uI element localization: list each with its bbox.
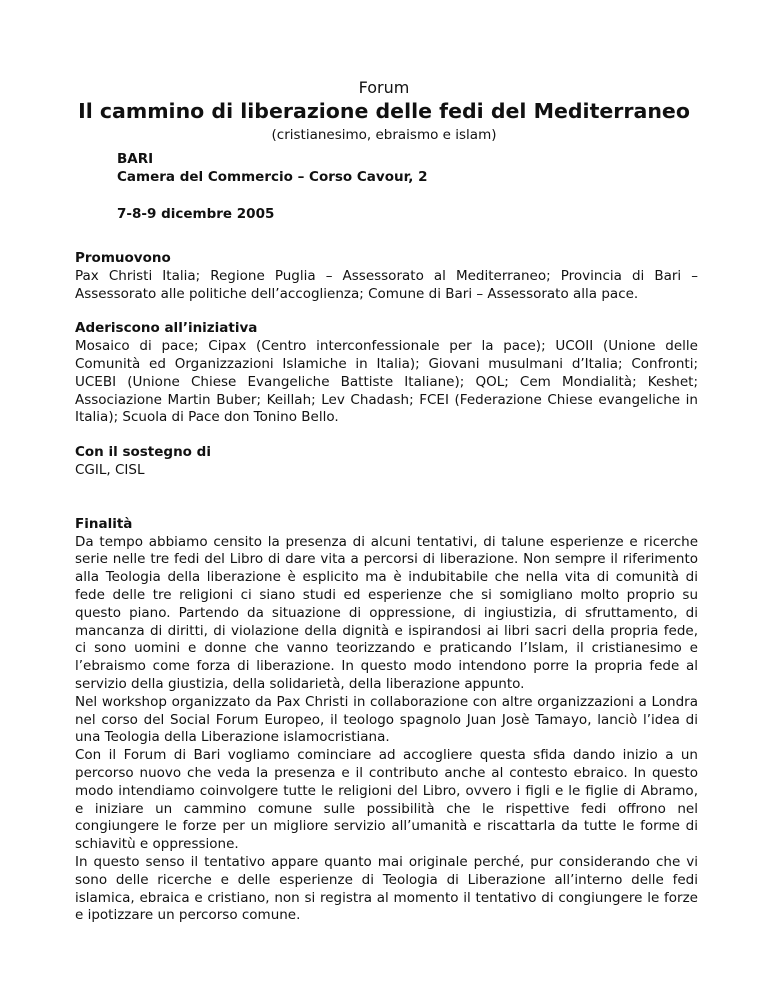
paragraph: Nel workshop organizzato da Pax Christi in collaborazione con altre organizzazioni a Londra nel corso del Social Forum Europeo, il teologo spagnolo Juan Josè Tamayo, lanciò l’idea di una Teologia della Liberazione islamocristiana. (75, 693, 698, 746)
section-text: CGIL, CISL (75, 461, 145, 478)
paragraph: Da tempo abbiamo censito la presenza di alcuni tentativi, di talune esperienze e ricerche serie nelle tre fedi del Libro di dare vita a percorsi di liberazione. Non sempre il riferimento alla Teologia della liberazione è esplicito ma è indubitabile che nella vita di comunità di fede delle tre religioni ci siano studi ed esperienze che si somigliano molto proprio su questo piano. Partendo da situazione di oppressione, di ingiustizia, di sfruttamento, di mancanza di diritti, di violazione della dignità e ispirandosi ai libri sacri della propria fede, ci sono uomini e donne che vanno teorizzando e praticando l’Islam, il cristianesimo e l’ebraismo come forza di liberazione. In questo modo intendono porre la propria fede al servizio della giustizia, della solidarietà, della liberazione appunto. (75, 533, 698, 692)
section-promuovono (75, 250, 698, 303)
section-heading: Finalità (75, 515, 133, 532)
page-title: Il cammino di liberazione delle fedi del Mediterraneo (78, 99, 690, 123)
section-heading: Aderiscono all’iniziativa (75, 320, 258, 337)
section-heading: Promuovono (75, 250, 171, 266)
section-sostegno (75, 444, 698, 480)
section-text: Mosaico di pace; Cipax (Centro interconfessionale per la pace); UCOII (Unione delle Comunità ed Organizzazioni Islamiche in Italia); Giovani musulmani d’Italia; Confronti; UCEBI (Unione Chiese Evangeliche Battiste Italiane); QOL; Cem Mondialità; Keshet; Associazione Martin Buber; Keillah; Lev Chadash; FCEI (Federazione Chiese evangeliche in Italia); Scuola di Pace don Tonino Bello. (75, 338, 698, 426)
venue-city: BARI (117, 151, 154, 167)
section-text: Pax Christi Italia; Regione Puglia – Assessorato al Mediterraneo; Provincia di Bari – Assessorato alle politiche dell’accoglienza; Comune di Bari – Assessorato alla pace. (75, 267, 698, 302)
section-aderiscono (75, 320, 698, 427)
paragraph: In questo senso il tentativo appare quanto mai originale perché, pur considerando che vi sono delle ricerche e delle esperienze di Teologia di Liberazione all’interno delle fedi islamica, ebraica e cristiano, non si registra al momento il tentativo di congiungere le forze e ipotizzare un percorso comune. (75, 853, 698, 924)
document-header (0, 78, 768, 144)
paragraph: Con il Forum di Bari vogliamo cominciare ad accogliere questa sfida dando inizio a un percorso nuovo che veda la presenza e il contributo anche al contesto ebraico. In questo modo intendiamo coinvolgere tutte le religioni del Libro, ovvero i figli e le figlie di Abramo, e iniziare un cammino comune sulle possibilità che le rispettive fedi offrono nel congiungere le forze per un migliore servizio all’umanità e riscattarla da tutte le forme di schiavitù e oppressione. (75, 747, 698, 853)
page-subtitle: (cristianesimo, ebraismo e islam) (271, 127, 497, 143)
forum-label: Forum (358, 78, 410, 97)
section-finalita (75, 516, 698, 925)
venue-address: Camera del Commercio – Corso Cavour, 2 (117, 169, 428, 185)
document-body (75, 250, 698, 942)
event-dates: 7-8-9 dicembre 2005 (117, 206, 275, 222)
venue-block (117, 150, 428, 186)
section-heading: Con il sostegno di (75, 444, 211, 461)
